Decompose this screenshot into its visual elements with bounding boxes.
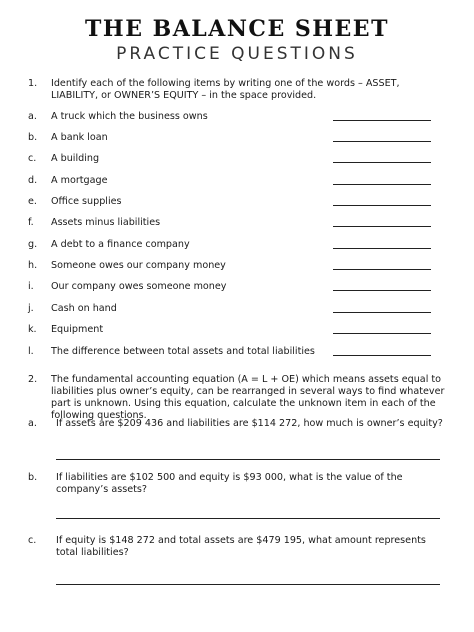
item-text: Our company owes someone money bbox=[51, 281, 227, 292]
sub-text: If equity is $148 272 and total assets are $479 195, what amount represents total liabilities? bbox=[56, 535, 426, 558]
list-item bbox=[28, 174, 446, 188]
answer-line[interactable] bbox=[56, 518, 440, 519]
answer-blank[interactable] bbox=[333, 205, 431, 206]
item-text: A mortgage bbox=[51, 175, 108, 186]
sub-letter: c. bbox=[28, 535, 37, 546]
item-text: Someone owes our company money bbox=[51, 260, 226, 271]
sub-letter: a. bbox=[28, 418, 37, 429]
answer-blank[interactable] bbox=[333, 333, 431, 334]
answer-blank[interactable] bbox=[333, 162, 431, 163]
list-item bbox=[28, 195, 446, 209]
list-item bbox=[28, 280, 446, 294]
sub-text: If liabilities are $102 500 and equity is $93 000, what is the value of the company’s assets? bbox=[56, 472, 403, 495]
question-number: 2. bbox=[28, 374, 38, 385]
question-number: 1. bbox=[28, 78, 38, 89]
sub-text: If assets are $209 436 and liabilities are $114 272, how much is owner’s equity? bbox=[56, 418, 443, 429]
item-text: A bank loan bbox=[51, 132, 108, 143]
item-letter: c. bbox=[28, 153, 37, 164]
answer-blank[interactable] bbox=[333, 184, 431, 185]
item-letter: e. bbox=[28, 196, 37, 207]
page-title: THE BALANCE SHEET bbox=[85, 16, 389, 42]
item-text: Cash on hand bbox=[51, 303, 117, 314]
item-letter: g. bbox=[28, 239, 38, 250]
list-item bbox=[28, 131, 446, 145]
list-item bbox=[28, 259, 446, 273]
list-item bbox=[28, 238, 446, 252]
item-text: The difference between total assets and total liabilities bbox=[51, 346, 315, 357]
list-item bbox=[28, 345, 446, 359]
item-letter: h. bbox=[28, 260, 38, 271]
answer-blank[interactable] bbox=[333, 355, 431, 356]
answer-line[interactable] bbox=[56, 459, 440, 460]
item-letter: d. bbox=[28, 175, 38, 186]
item-letter: f. bbox=[28, 217, 34, 228]
item-text: Assets minus liabilities bbox=[51, 217, 161, 228]
sub-question bbox=[28, 535, 446, 559]
page-subtitle: PRACTICE QUESTIONS bbox=[116, 44, 358, 64]
list-item bbox=[28, 302, 446, 316]
answer-line[interactable] bbox=[56, 584, 440, 585]
item-letter: j. bbox=[28, 303, 34, 314]
question-1 bbox=[28, 78, 446, 102]
sub-question bbox=[28, 418, 446, 430]
item-letter: l. bbox=[28, 346, 34, 357]
item-letter: k. bbox=[28, 324, 37, 335]
answer-blank[interactable] bbox=[333, 141, 431, 142]
item-text: Equipment bbox=[51, 324, 104, 335]
item-text: A truck which the business owns bbox=[51, 111, 208, 122]
answer-blank[interactable] bbox=[333, 269, 431, 270]
item-letter: b. bbox=[28, 132, 38, 143]
answer-blank[interactable] bbox=[333, 312, 431, 313]
item-letter: a. bbox=[28, 111, 37, 122]
list-item bbox=[28, 152, 446, 166]
item-text: Office supplies bbox=[51, 196, 122, 207]
answer-blank[interactable] bbox=[333, 226, 431, 227]
list-item bbox=[28, 323, 446, 337]
answer-blank[interactable] bbox=[333, 290, 431, 291]
item-text: A debt to a finance company bbox=[51, 239, 190, 250]
answer-blank[interactable] bbox=[333, 248, 431, 249]
sub-question bbox=[28, 472, 446, 496]
sub-letter: b. bbox=[28, 472, 38, 483]
question-text: Identify each of the following items by writing one of the words – ASSET, LIABILITY, or OWNER’S EQUITY – in the space provided. bbox=[51, 78, 400, 101]
answer-blank[interactable] bbox=[333, 120, 431, 121]
question-2 bbox=[28, 374, 446, 422]
question-text: The fundamental accounting equation (A = L + OE) which means assets equal to liabilities plus owner’s equity, can be rearranged in several ways to find whatever part is unknown. Using this equation, calculate the unknown item in each of the following questions. bbox=[51, 374, 445, 421]
list-item bbox=[28, 110, 446, 124]
list-item bbox=[28, 216, 446, 230]
item-text: A building bbox=[51, 153, 100, 164]
item-letter: i. bbox=[28, 281, 34, 292]
